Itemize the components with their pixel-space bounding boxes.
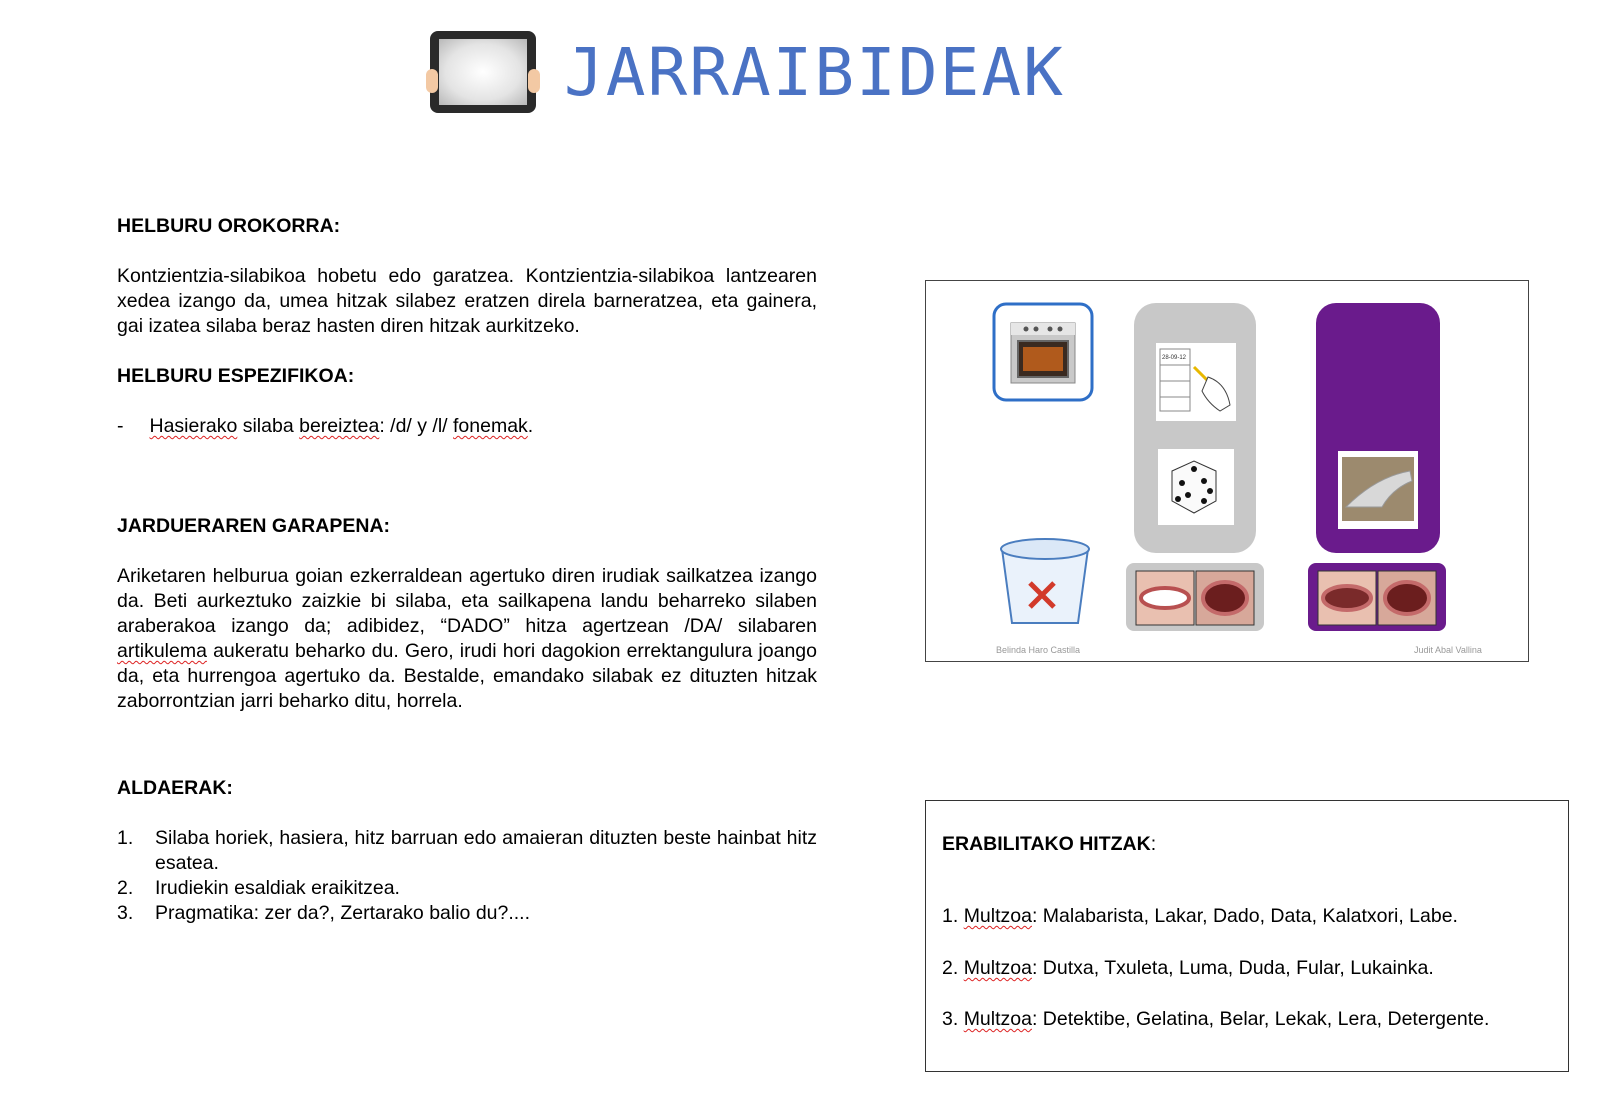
helburu-orokorra-text: Kontzientzia-silabikoa hobetu edo garatzea. Kontzientzia-silabikoa lantzearen xedea izango da, umea hitzak silabez eratzen direla barneratzea, eta gainera, gai izatea silaba beraz hasten diren hitzak aurkitzeko.: [117, 265, 817, 337]
credit-right: Judit Abal Vallina: [1414, 645, 1482, 655]
gray-column: [1134, 303, 1256, 553]
mouth-pair-gray: [1126, 563, 1264, 631]
hitzak-heading: ERABILITAKO HITZAK: [942, 833, 1151, 855]
header: [430, 28, 1065, 116]
calendar-date-label: 28-09-12: [1162, 355, 1187, 361]
list-item: 2. Multzoa: Dutxa, Txuleta, Luma, Duda, Fular, Lukainka.: [942, 957, 1434, 979]
purple-column: [1316, 303, 1440, 553]
credit-left: Belinda Haro Castilla: [996, 645, 1081, 655]
tablet-icon: [430, 31, 536, 113]
activity-screenshot: [925, 280, 1529, 662]
list-item: 1. Silaba horiek, hasiera, hitz barruan edo amaieran dituzten beste hainbat hitz esatea.: [117, 827, 817, 874]
heading-garapena: JARDUERAREN GARAPENA:: [117, 515, 391, 537]
activity-illustration: [926, 281, 1528, 661]
mouth-pair-purple: [1308, 563, 1446, 631]
heading-aldaerak: ALDAERAK:: [117, 777, 233, 799]
page-title: JARRAIBIDEAK: [564, 33, 1065, 111]
aldaerak-list: [117, 826, 817, 926]
instructions-column: [117, 214, 817, 926]
list-item: 2. Irudiekin esaldiak eraikitzea.: [117, 877, 400, 899]
garapena-text: Ariketaren helburua goian ezkerraldean agertuko diren irudiak sailkatzea izango da. Beti aurkeztuko zaizkie bi silaba, eta sailkapena landu beharreko silaben araberakoa izango da; adibidez, “DADO” hitza agertzean /DA/ silabaren artikulema aukeratu beharko du. Gero, irudi hori dagokion errektangulura joango da, eta hurrengoa agertuko da. Bestalde, emandako silabak ez dituzten hitzak zaborrontzian jarri beharko ditu, horrela.: [117, 565, 817, 712]
trash-can-icon: [1001, 539, 1089, 623]
list-item: 3. Pragmatika: zer da?, Zertarako balio du?....: [117, 902, 531, 924]
oven-card: [994, 304, 1092, 400]
helburu-espezifikoa-item: - Hasierako silaba bereiztea: /d/ y /l/ fonemak.: [117, 415, 534, 437]
heading-helburu-espezifikoa: HELBURU ESPEZIFIKOA:: [117, 365, 355, 387]
list-item: 3. Multzoa: Detektibe, Gelatina, Belar, Lekak, Lera, Detergente.: [942, 1008, 1490, 1030]
hitzak-box: ERABILITAKO HITZAK: 1. Multzoa: Malabarista, Lakar, Dado, Data, Kalatxori, Labe. 2. Multzoa: Dutxa, Txuleta, Luma, Duda, Fular, Lukainka. 3. Multzoa: Detektibe, Gelatina, Belar, Lekak, Lera, Detergente.: [925, 800, 1569, 1072]
heading-helburu-orokorra: HELBURU OROKORRA:: [117, 215, 341, 237]
list-item: 1. Multzoa: Malabarista, Lakar, Dado, Data, Kalatxori, Labe.: [942, 905, 1458, 927]
